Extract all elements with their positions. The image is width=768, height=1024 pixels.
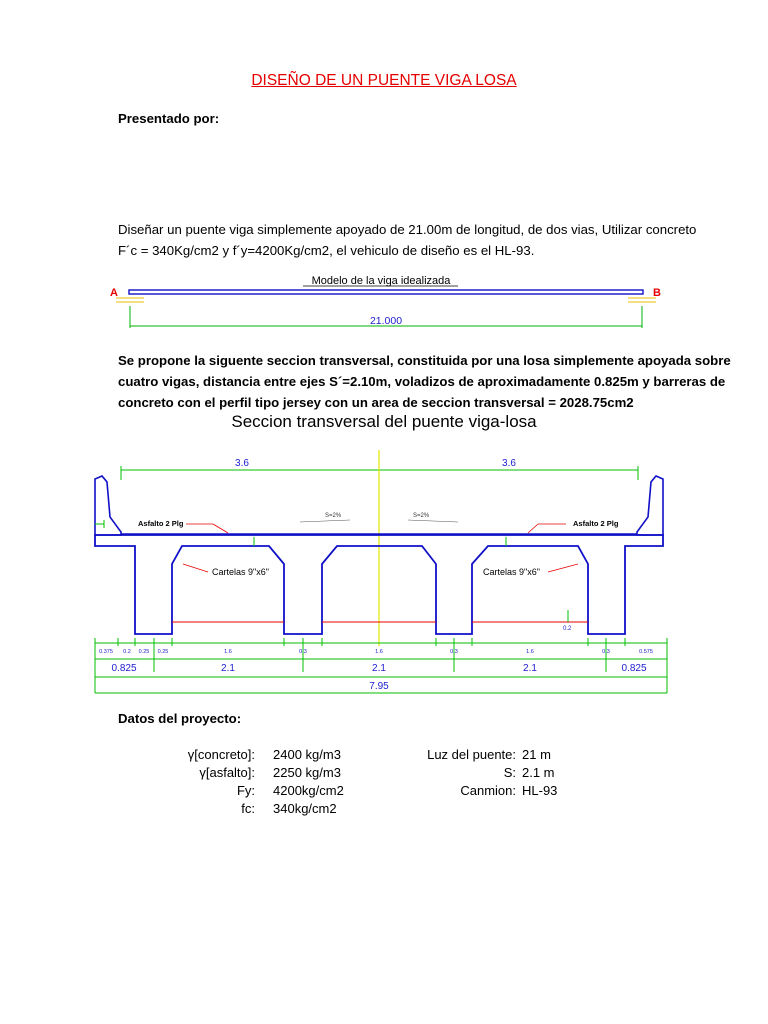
small-dim-label: 0.2 bbox=[123, 649, 131, 655]
datos-row bbox=[406, 746, 626, 764]
support-a-label: A bbox=[110, 287, 118, 299]
small-dim-label: 0.3 bbox=[450, 649, 458, 655]
slope-label-left: S=2% bbox=[325, 513, 342, 519]
haunch-label-left: Cartelas 9"x6" bbox=[212, 567, 269, 577]
datos-right-list bbox=[406, 746, 626, 800]
datos-row bbox=[145, 782, 415, 800]
small-dim-label: 0.25 bbox=[157, 649, 169, 655]
top-dim-right: 3.6 bbox=[502, 458, 516, 469]
mid-dim-label: 2.1 bbox=[523, 663, 537, 674]
small-dim-label: 0.375 bbox=[99, 649, 113, 655]
small-dim-label: 0.3 bbox=[602, 649, 610, 655]
datos-label: fc: bbox=[241, 801, 255, 816]
section-desc-line-2: cuatro vigas, distancia entre ejes S´=2.10m, voladizos de aproximadamente 0.825m y barreras de bbox=[118, 374, 726, 389]
barrier-right bbox=[637, 476, 663, 535]
datos-value: HL-93 bbox=[522, 783, 558, 798]
section-desc-line-3: concreto con el perfil tipo jersey con un area de seccion transversal = 2028.75cm2 bbox=[118, 395, 634, 410]
section-title: Seccion transversal del puente viga-losa bbox=[231, 412, 537, 431]
beam-model-drawing bbox=[100, 266, 680, 336]
mid-dim-label: 2.1 bbox=[372, 663, 386, 674]
small-dim-label: 1.6 bbox=[526, 649, 534, 655]
total-dim-label: 7.95 bbox=[369, 681, 389, 692]
beam bbox=[129, 290, 643, 294]
datos-value: 340kg/cm2 bbox=[273, 801, 337, 816]
datos-row bbox=[145, 800, 415, 818]
datos-value: 4200kg/cm2 bbox=[273, 783, 344, 798]
cross-section-drawing bbox=[88, 446, 682, 696]
haunch-label-right: Cartelas 9"x6" bbox=[483, 567, 540, 577]
small-dim-label: 1.6 bbox=[224, 649, 232, 655]
presented-by-label: Presentado por: bbox=[118, 111, 220, 126]
small-dim-02: 0.2 bbox=[563, 626, 572, 632]
span-label: 21.000 bbox=[369, 315, 403, 327]
slope-label-right: S=2% bbox=[413, 513, 430, 519]
datos-row bbox=[145, 746, 415, 764]
beam-model-title: Modelo de la viga idealizada bbox=[311, 275, 451, 287]
datos-label: S: bbox=[503, 765, 516, 780]
datos-row bbox=[406, 764, 626, 782]
datos-label: Luz del puente: bbox=[427, 747, 516, 762]
section-description bbox=[118, 350, 748, 413]
datos-label: γ[asfalto]: bbox=[199, 765, 255, 780]
mid-dim-label: 0.825 bbox=[111, 663, 137, 674]
small-dim-label: 0.3 bbox=[299, 649, 307, 655]
asphalt-label-left: Asfalto 2 Plg bbox=[138, 519, 184, 528]
datos-value: 2250 kg/m3 bbox=[273, 765, 341, 780]
datos-label: Fy: bbox=[236, 783, 255, 798]
datos-label: Canmion: bbox=[460, 783, 516, 798]
small-dim-label: 1.6 bbox=[375, 649, 383, 655]
intro-paragraph bbox=[118, 219, 738, 261]
support-a bbox=[116, 298, 144, 302]
datos-row bbox=[145, 764, 415, 782]
datos-value: 21 m bbox=[522, 747, 551, 762]
support-b-label: B bbox=[653, 287, 661, 299]
datos-value: 2400 kg/m3 bbox=[273, 747, 341, 762]
mid-dim-label: 0.825 bbox=[621, 663, 647, 674]
datos-label: γ[concreto]: bbox=[187, 747, 255, 762]
intro-line-2: F´c = 340Kg/cm2 y f´y=4200Kg/cm2, el vehiculo de diseño es el HL-93. bbox=[118, 243, 535, 258]
datos-title: Datos del proyecto: bbox=[118, 711, 242, 726]
top-dim-left: 3.6 bbox=[235, 458, 249, 469]
document-title: DISEÑO DE UN PUENTE VIGA LOSA bbox=[251, 72, 517, 89]
small-dim-label: 0.25 bbox=[138, 649, 150, 655]
barrier-left bbox=[95, 476, 121, 535]
datos-row bbox=[406, 782, 626, 800]
mid-dim-label: 2.1 bbox=[221, 663, 235, 674]
small-dim-label: 0.575 bbox=[639, 649, 653, 655]
intro-line-1: Diseñar un puente viga simplemente apoyado de 21.00m de longitud, de dos vias, Utilizar concreto bbox=[118, 222, 697, 237]
asphalt-label-right: Asfalto 2 Plg bbox=[573, 519, 619, 528]
datos-left-list bbox=[145, 746, 415, 818]
section-desc-line-1: Se propone la siguente seccion transversal, constituida por una losa simplemente apoyada sobre bbox=[118, 353, 731, 368]
datos-value: 2.1 m bbox=[522, 765, 555, 780]
support-b bbox=[628, 298, 656, 302]
